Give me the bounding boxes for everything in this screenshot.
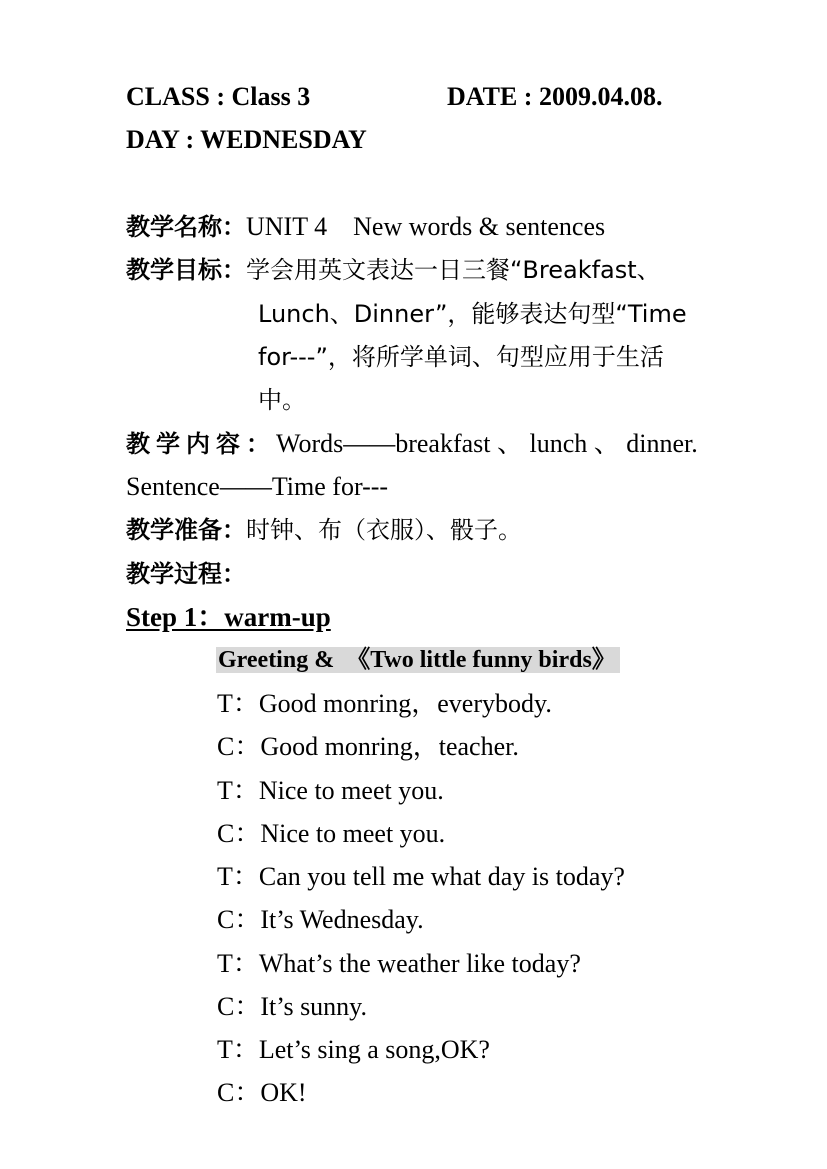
teaching-content-label: 教学内容：: [126, 430, 276, 458]
teaching-prep-row: [126, 515, 522, 545]
teaching-content-row: [126, 429, 698, 459]
teaching-goal-line-3: for---”，将所学单词、句型应用于生活: [258, 343, 664, 371]
dialogue-line: T：Can you tell me what day is today?: [217, 862, 625, 891]
dialogue-line: C：OK!: [217, 1078, 307, 1107]
step1-title: Step 1：warm-up: [126, 602, 331, 632]
teaching-content-value: Words——breakfast 、 lunch 、 dinner.: [276, 429, 698, 458]
teaching-goal-line-1: 学会用英文表达一日三餐“Breakfast、: [246, 256, 661, 284]
teaching-name-value: UNIT 4 New words & sentences: [246, 212, 606, 241]
dialogue-line: T：Good monring，everybody.: [217, 689, 552, 718]
teaching-prep-value: 时钟、布（衣服）、骰子。: [246, 516, 522, 544]
dialogue-line: C：It’s sunny.: [217, 992, 367, 1021]
dialogue-line: C：Good monring，teacher.: [217, 732, 519, 761]
teaching-content-line-2: Sentence——Time for---: [126, 472, 389, 501]
teaching-prep-label: 教学准备：: [126, 516, 246, 544]
step1-subtitle-row: [216, 645, 620, 675]
teaching-goal-line-2: Lunch、Dinner”，能够表达句型“Time: [258, 300, 687, 328]
teaching-name-row: [126, 212, 605, 242]
teaching-goal-label: 教学目标：: [126, 256, 246, 284]
dialogue-line: C：Nice to meet you.: [217, 819, 446, 848]
date-label: DATE : 2009.04.08.: [447, 82, 663, 111]
dialogue-line: T：What’s the weather like today?: [217, 949, 581, 978]
teaching-name-label: 教学名称：: [126, 213, 246, 241]
day-label: DAY : WEDNESDAY: [126, 125, 367, 154]
class-label: CLASS : Class 3: [126, 82, 311, 111]
dialogue-line: T：Let’s sing a song,OK?: [217, 1035, 490, 1064]
teaching-goal-row: [126, 255, 661, 285]
dialogue-line: T：Nice to meet you.: [217, 776, 444, 805]
step1-subtitle: Greeting & 《Two little funny birds》: [216, 647, 620, 673]
teaching-goal-line-4: 中。: [258, 386, 306, 414]
teaching-process-label: 教学过程：: [126, 560, 246, 588]
dialogue-line: C：It’s Wednesday.: [217, 905, 424, 934]
